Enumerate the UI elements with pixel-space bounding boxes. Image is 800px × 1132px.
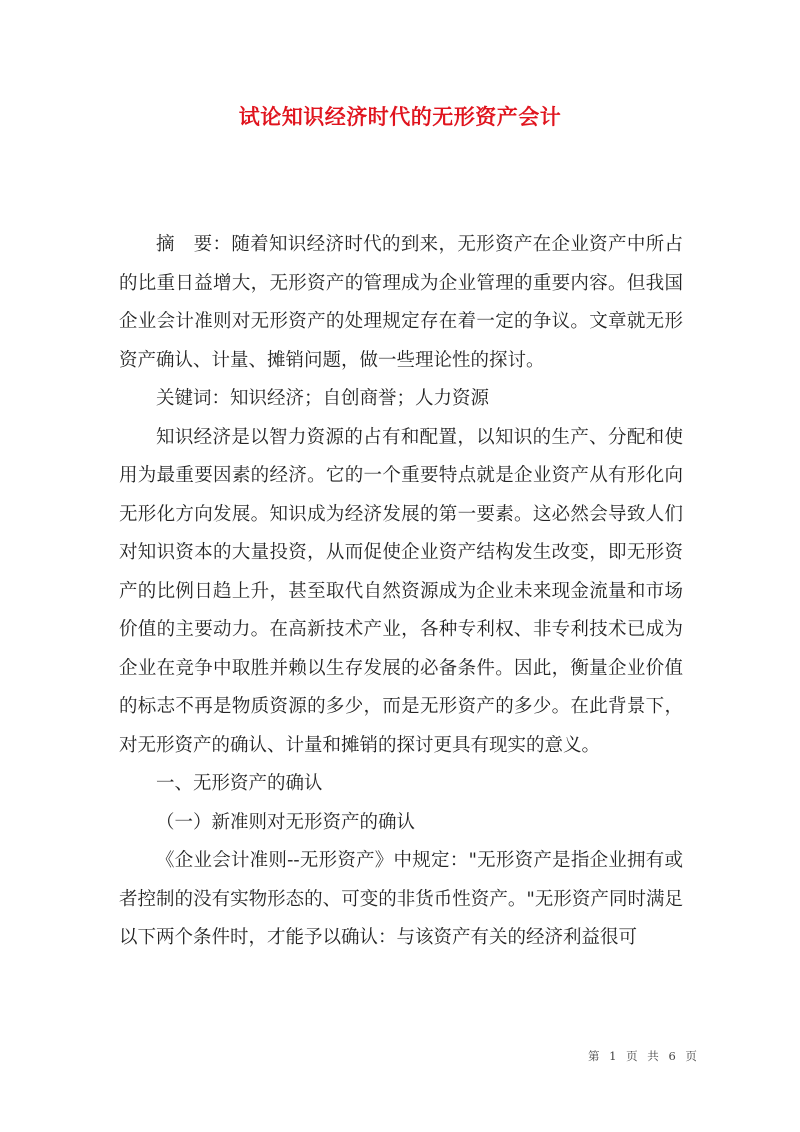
- subsection-heading: （一）新准则对无形资产的确认: [156, 811, 416, 833]
- intro-paragraph: 知识经济是以智力资源的占有和配置，以知识的生产、分配和使用为最重要因素的经济。它的一个重要特点就是企业资产从有形化向无形化方向发展。知识成为经济发展的第一要素。这必然会导致人们对知识资本的大量投资，从而促使企业资产结构发生改变，即无形资产的比例日趋上升，甚至取代自然资源成为企业未来现金流量和市场价值的主要动力。在高新技术产业，各种专利权、非专利技术已成为企业在竞争中取胜并赖以生存发展的必备条件。因此，衡量企业价值的标志不再是物质资源的多少，而是无形资产的多少。在此背景下，对无形资产的确认、计量和摊销的探讨更具有现实的意义。: [119, 426, 683, 756]
- body-paragraph: 《企业会计准则--无形资产》中规定："无形资产是指企业拥有或者控制的没有实物形态的、可变的非货币性资产。"无形资产同时满足以下两个条件时，才能予以确认：与该资产有关的经济利益很可: [119, 850, 683, 948]
- abstract-paragraph: 摘 要：随着知识经济时代的到来，无形资产在企业资产中所占的比重日益增大，无形资产的管理成为企业管理的重要内容。但我国企业会计准则对无形资产的处理规定存在着一定的争议。文章就无形资产确认、计量、摊销问题，做一些理论性的探讨。: [119, 234, 683, 371]
- document-title: 试论知识经济时代的无形资产会计: [238, 104, 562, 129]
- section-heading: 一、无形资产的确认: [156, 773, 323, 794]
- document-body: [119, 226, 683, 958]
- keywords-paragraph: 关键词：知识经济；自创商誉；人力资源: [156, 388, 490, 409]
- page-number-footer: 第 1 页 共 6 页: [588, 1049, 700, 1063]
